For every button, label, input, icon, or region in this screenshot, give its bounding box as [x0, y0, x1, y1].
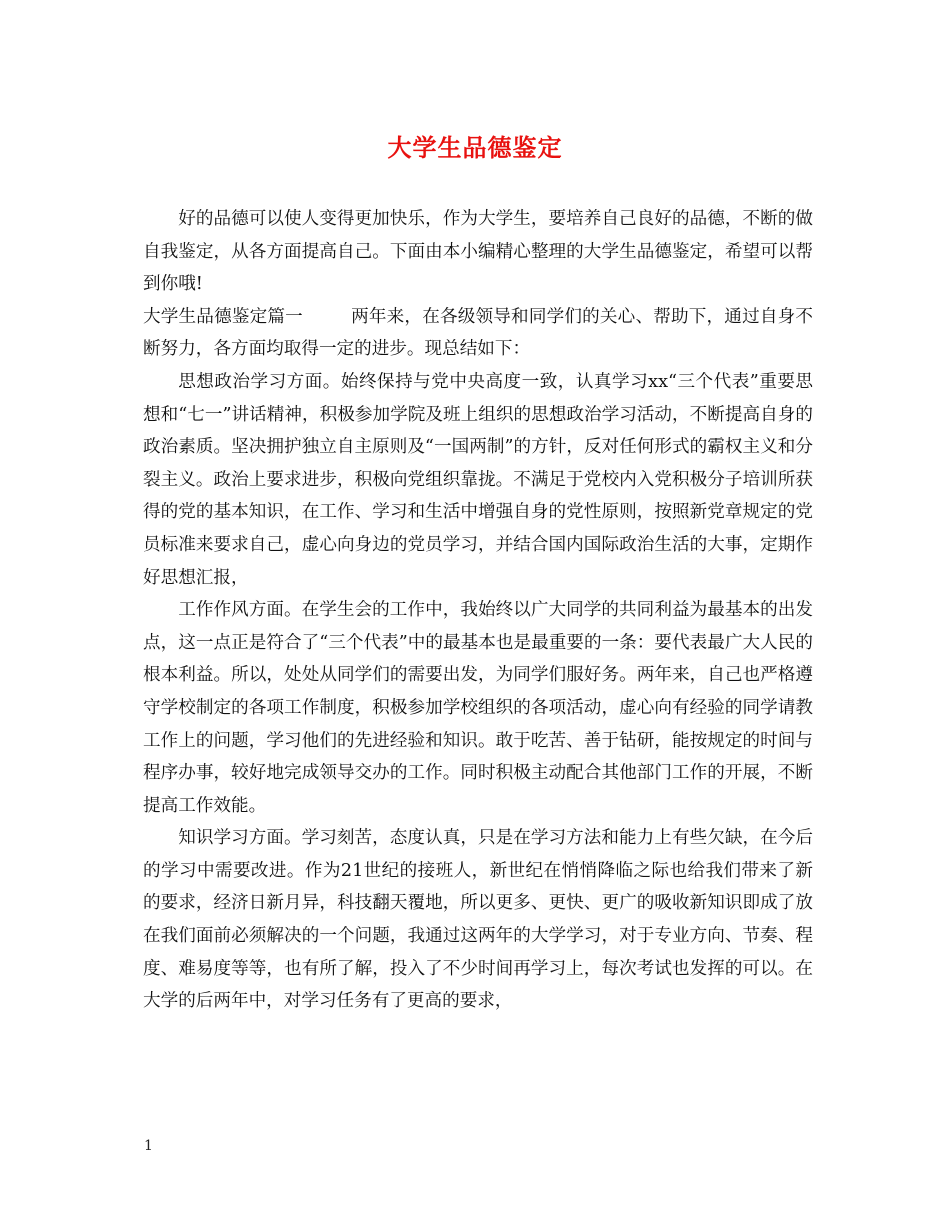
paragraph-work-style: 工作作风方面。在学生会的工作中，我始终以广大同学的共同利益为最基本的出发点，这一点正是符合了“三个代表”中的最基本也是最重要的一条：要代表最广大人民的根本利益。所以，处处从同学们的需要出发，为同学们服好务。两年来，自己也严格遵守学校制定的各项工作制度，积极参加学校组织的各项活动，虚心向有经验的同学请教工作上的问题，学习他们的先进经验和知识。敢于吃苦、善于钻研，能按规定的时间与程序办事，较好地完成领导交办的工作。同时积极主动配合其他部门工作的开展，不断提高工作效能。 [143, 600, 813, 816]
intro-paragraph: 好的品德可以使人变得更加快乐，作为大学生，要培养自己良好的品德，不断的做自我鉴定，从各方面提高自己。下面由本小编精心整理的大学生品德鉴定，希望可以帮到你哦! [143, 209, 813, 295]
section-line [143, 301, 813, 366]
paragraph-knowledge-study: 知识学习方面。学习刻苦，态度认真，只是在学习方法和能力上有些欠缺，在今后的学习中需要改进。作为21世纪的接班人，新世纪在悄悄降临之际也给我们带来了新的要求，经济日新月异，科技翻天覆地，所以更多、更快、更广的吸收新知识即成了放在我们面前必须解决的一个问题，我通过这两年的大学学习，对于专业方向、节奏、程度、难易度等等，也有所了解，投入了不少时间再学习上，每次考试也发挥的可以。在大学的后两年中，对学习任务有了更高的要求， [143, 828, 813, 1012]
section-heading: 大学生品德鉴定篇一 [143, 306, 303, 327]
document-title: 大学生品德鉴定 [387, 133, 563, 162]
paragraph-political-study: 思想政治学习方面。始终保持与党中央高度一致，认真学习xx“三个代表”重要思想和“七一”讲话精神，积极参加学院及班上组织的思想政治学习活动，不断提高自身的政治素质。坚决拥护独立自主原则及“一国两制”的方针，反对任何形式的霸权主义和分裂主义。政治上要求进步，积极向党组织靠拢。不满足于党校内入党积极分子培训所获得的党的基本知识，在工作、学习和生活中增强自身的党性原则，按照新党章规定的党员标准来要求自己，虚心向身边的党员学习，并结合国内国际政治生活的大事，定期作好思想汇报， [143, 371, 813, 588]
page-number: 1 [144, 1138, 153, 1154]
section-intro: 两年来，在各级领导和同学们的关心、帮助下，通过自身不断努力，各方面均取得一定的进步。现总结如下： [143, 306, 813, 360]
document-body [143, 203, 813, 1018]
